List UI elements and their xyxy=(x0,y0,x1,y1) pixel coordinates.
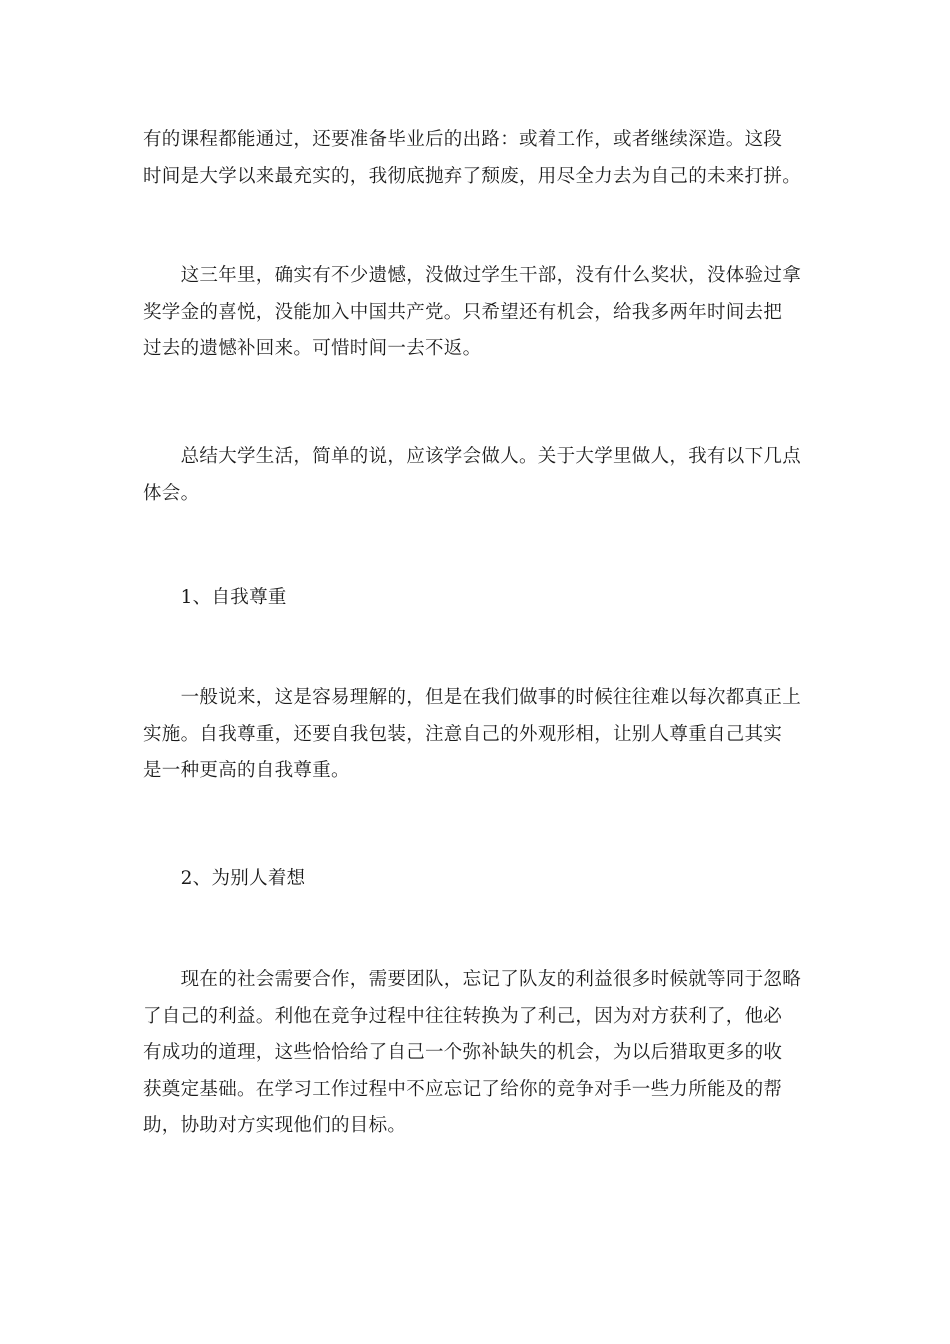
section-heading-consider-others xyxy=(143,861,811,898)
heading-line: 2、为别人着想 xyxy=(143,868,306,889)
text-line: 体会。 xyxy=(143,482,200,504)
paragraph-consider-others xyxy=(143,962,811,1145)
text-line: 获奠定基础。在学习工作过程中不应忘记了给你的竞争对手一些力所能及的帮 xyxy=(143,1078,783,1100)
text-line: 是一种更高的自我尊重。 xyxy=(143,760,350,781)
text-line: 实施。自我尊重，还要自我包装，注意自己的外观形相，让别人尊重自己其实 xyxy=(143,723,783,745)
paragraph-continued xyxy=(143,122,811,195)
paragraph-self-respect xyxy=(143,680,811,790)
text-line: 一般说来，这是容易理解的，但是在我们做事的时候往往难以每次都真正上 xyxy=(143,687,802,708)
paragraph-summary xyxy=(143,439,811,512)
text-line: 了自己的利益。利他在竞争过程中往往转换为了利己，因为对方获利了，他必 xyxy=(143,1005,783,1027)
text-line: 时间是大学以来最充实的，我彻底抛弃了颓废，用尽全力去为自己的未来打拼。 xyxy=(143,165,802,187)
section-heading-self-respect xyxy=(143,580,811,617)
paragraph-regrets xyxy=(143,258,811,368)
text-line: 有成功的道理，这些恰恰给了自己一个弥补缺失的机会，为以后猎取更多的收 xyxy=(143,1042,783,1063)
text-line: 助，协助对方实现他们的目标。 xyxy=(143,1115,407,1136)
text-line: 这三年里，确实有不少遗憾，没做过学生干部，没有什么奖状，没体验过拿 xyxy=(143,265,802,286)
text-line: 有的课程都能通过，还要准备毕业后的出路：或着工作，或者继续深造。这段 xyxy=(143,129,783,150)
heading-line: 1、自我尊重 xyxy=(143,587,287,608)
text-line: 总结大学生活，简单的说，应该学会做人。关于大学里做人，我有以下几点 xyxy=(143,446,802,467)
text-line: 过去的遗憾补回来。可惜时间一去不返。 xyxy=(143,338,482,359)
text-line: 现在的社会需要合作，需要团队，忘记了队友的利益很多时候就等同于忽略 xyxy=(143,969,802,990)
text-line: 奖学金的喜悦，没能加入中国共产党。只希望还有机会，给我多两年时间去把 xyxy=(143,301,783,323)
